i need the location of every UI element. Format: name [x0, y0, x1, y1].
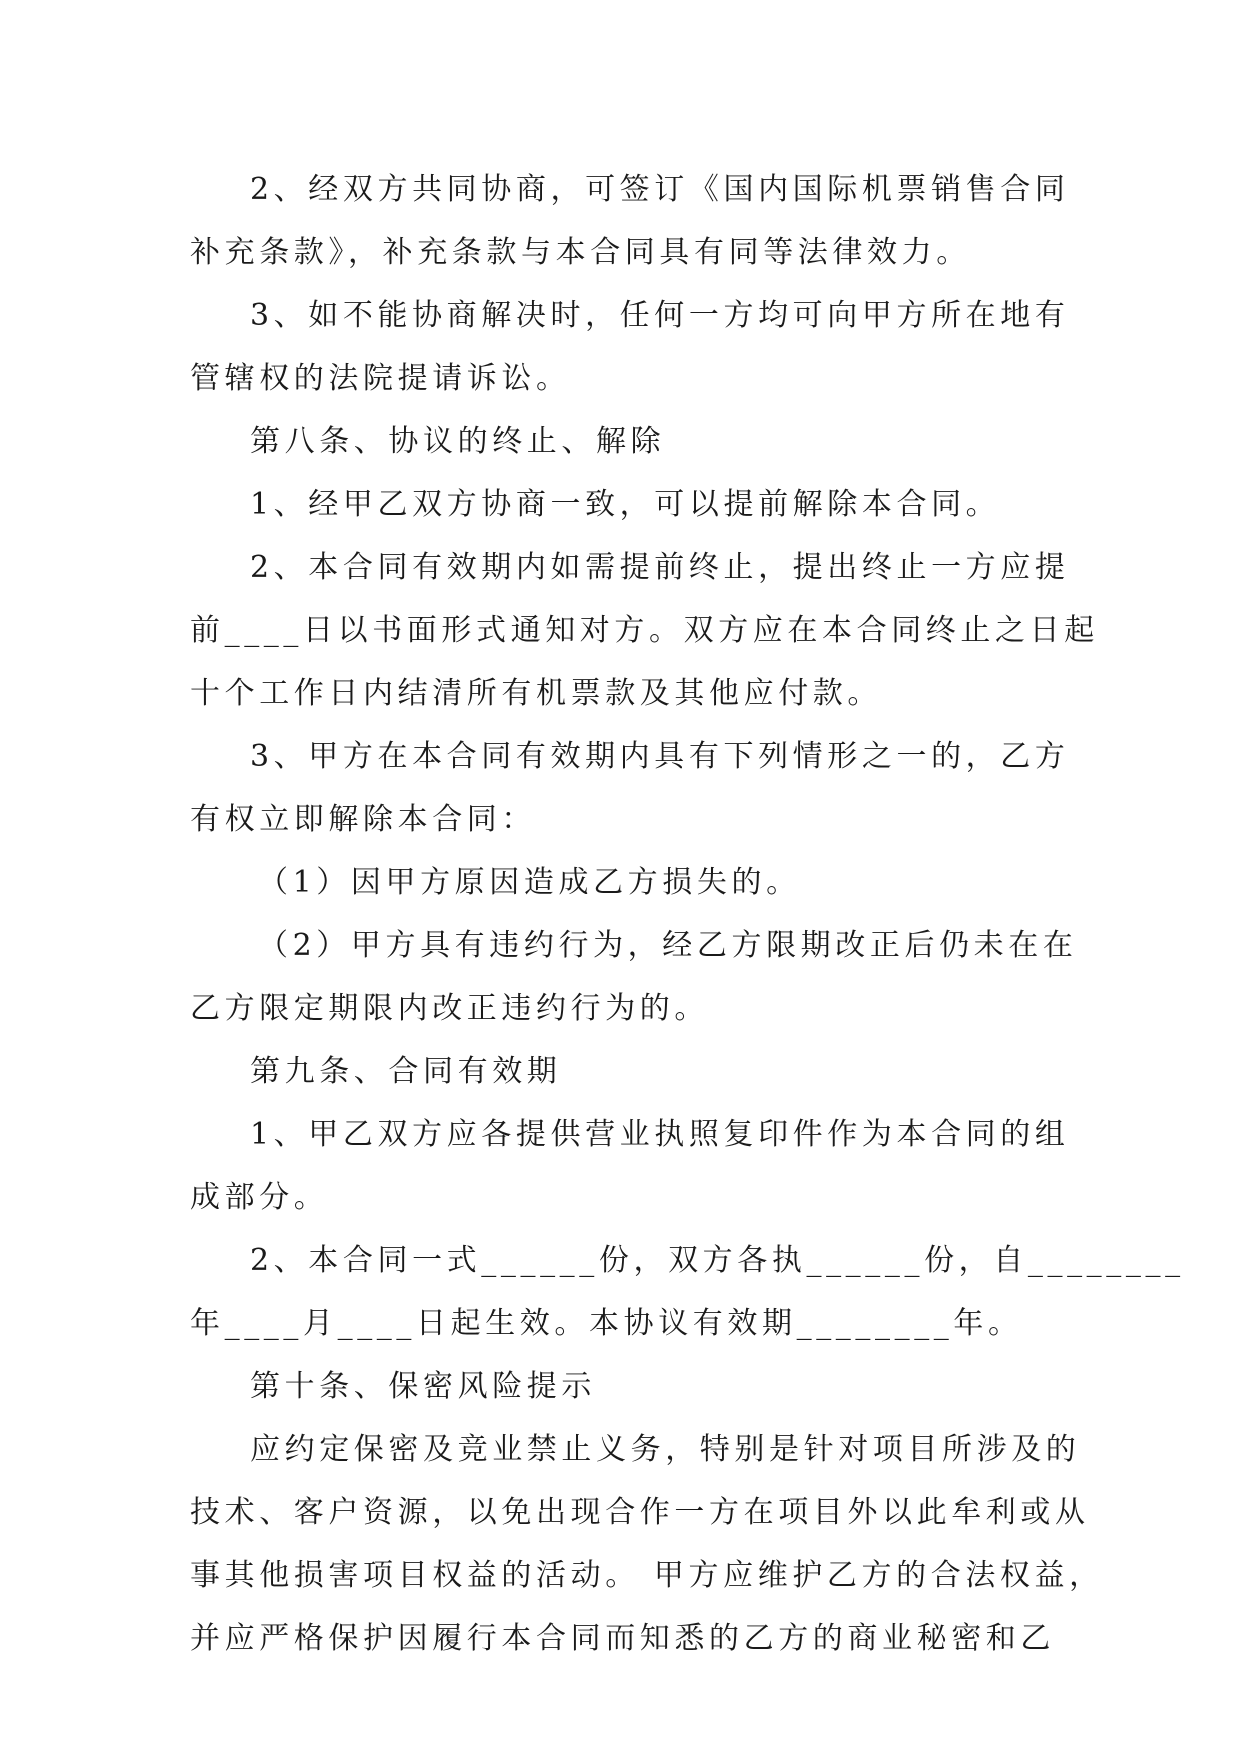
section-heading: 第八条、协议的终止、解除: [250, 424, 666, 459]
paragraph-line: 十个工作日内结清所有机票款及其他应付款。: [190, 676, 882, 711]
paragraph-line: 并应严格保护因履行本合同而知悉的乙方的商业秘密和乙: [190, 1621, 1055, 1656]
paragraph-line: 应约定保密及竞业禁止义务，特别是针对项目所涉及的: [250, 1432, 1081, 1467]
paragraph-line: 2、本合同一式______份，双方各执______份，自________: [250, 1243, 1185, 1278]
section-heading: 第十条、保密风险提示: [250, 1369, 596, 1404]
list-item: （1）因甲方原因造成乙方损失的。: [258, 865, 801, 900]
paragraph-line: 前____日以书面形式通知对方。双方应在本合同终止之日起: [190, 613, 1099, 648]
list-item: （2）甲方具有违约行为，经乙方限期改正后仍未在在: [258, 928, 1078, 963]
document-body: [190, 158, 1185, 1670]
paragraph-line: 3、甲方在本合同有效期内具有下列情形之一的，乙方: [250, 739, 1070, 774]
paragraph-line: 1、甲乙双方应各提供营业执照复印件作为本合同的组: [250, 1117, 1070, 1152]
paragraph-line: 乙方限定期限内改正违约行为的。: [190, 991, 709, 1026]
paragraph-line: 管辖权的法院提请诉讼。: [190, 361, 571, 396]
paragraph-line: 年____月____日起生效。本协议有效期________年。: [190, 1306, 1023, 1341]
paragraph-line: 2、经双方共同协商，可签订《国内国际机票销售合同: [250, 172, 1070, 207]
paragraph-line: 3、如不能协商解决时，任何一方均可向甲方所在地有: [250, 298, 1070, 333]
paragraph-line: 1、经甲乙双方协商一致，可以提前解除本合同。: [250, 487, 1001, 522]
paragraph-line: 补充条款》，补充条款与本合同具有同等法律效力。: [190, 235, 971, 270]
paragraph-line: 事其他损害项目权益的活动。 甲方应维护乙方的合法权益，: [190, 1558, 1104, 1593]
paragraph-line: 有权立即解除本合同：: [190, 802, 536, 837]
section-heading: 第九条、合同有效期: [250, 1054, 562, 1089]
paragraph-line: 技术、客户资源，以免出现合作一方在项目外以此牟利或从: [190, 1495, 1090, 1530]
paragraph-line: 2、本合同有效期内如需提前终止，提出终止一方应提: [250, 550, 1070, 585]
paragraph-line: 成部分。: [190, 1180, 329, 1215]
